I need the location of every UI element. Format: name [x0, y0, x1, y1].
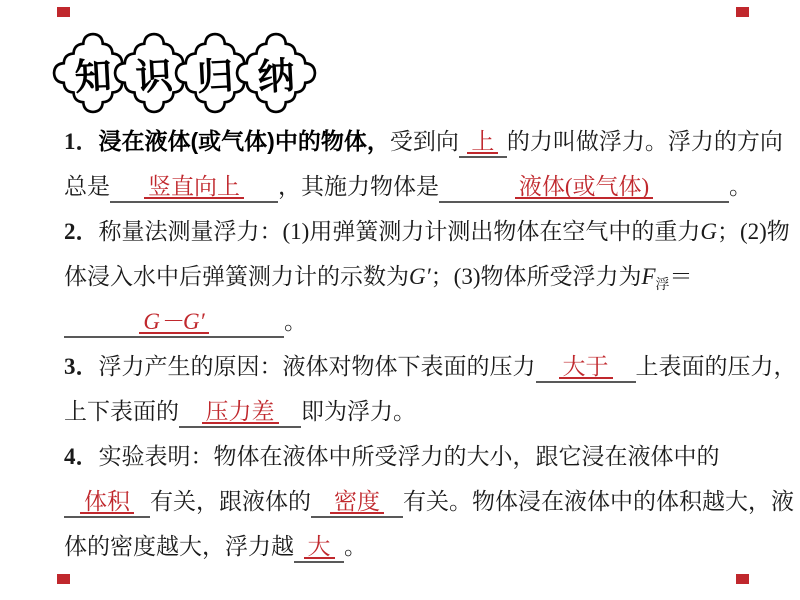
text-segment: F — [641, 264, 656, 289]
text-segment: 体浸入水中后弹簧测力计的示数为 — [64, 264, 409, 289]
text-segment: G — [700, 219, 717, 244]
text-segment: 总是 — [64, 174, 110, 199]
text-segment: 。 — [284, 309, 307, 334]
text-segment: 浮 — [655, 278, 670, 293]
content-text — [64, 119, 797, 569]
answer-blank — [64, 299, 284, 344]
answer-text: G－G′ — [139, 299, 208, 344]
text-line — [64, 434, 764, 479]
text-segment: 2． — [64, 219, 99, 244]
corner-mark — [736, 574, 749, 584]
text-line — [64, 479, 794, 524]
answer-blank — [536, 344, 636, 389]
text-segment: ；(2)物 — [716, 219, 790, 244]
answer-text: 密度 — [330, 479, 384, 524]
corner-mark — [57, 574, 70, 584]
text-segment: 有关。物体浸在液体中的体积越大，液 — [403, 489, 794, 514]
answer-blank — [311, 479, 403, 524]
text-line — [64, 524, 764, 569]
text-segment: 有关，跟液体的 — [150, 489, 311, 514]
text-segment: 1． — [64, 129, 99, 154]
answer-blank — [64, 479, 150, 524]
corner-mark — [736, 7, 749, 17]
answer-text: 大 — [304, 524, 335, 569]
header-badge — [235, 32, 317, 114]
text-segment: ；(3)物体所受浮力为 — [430, 264, 642, 289]
corner-mark — [57, 7, 70, 17]
answer-blank — [110, 164, 278, 209]
text-segment: 上下表面的 — [64, 399, 179, 424]
header-badge-char: 识 — [134, 55, 174, 98]
text-line — [64, 344, 797, 389]
answer-text: 液体(或气体) — [515, 164, 653, 209]
text-segment: 。 — [344, 534, 367, 559]
text-segment: 实验表明：物体在液体中所受浮力的大小，跟它浸在液体中的 — [98, 444, 720, 469]
header-badge-char: 归 — [195, 55, 235, 98]
answer-text: 上 — [467, 119, 498, 164]
text-segment: ，其施力物体是 — [278, 174, 439, 199]
text-line — [64, 119, 783, 164]
text-line — [64, 299, 764, 344]
answer-text: 竖直向上 — [144, 164, 244, 209]
answer-text: 体积 — [80, 479, 134, 524]
header-badge-char: 纳 — [256, 55, 296, 98]
text-segment: 浮力产生的原因：液体对物体下表面的压力 — [98, 354, 536, 379]
answer-blank — [294, 524, 344, 569]
text-segment: 的力叫做浮力。浮力的方向 — [506, 129, 783, 154]
text-segment: 上表面的压力， — [635, 354, 797, 379]
answer-blank — [179, 389, 301, 434]
header-badge-char: 知 — [73, 55, 113, 98]
answer-text: 大于 — [559, 344, 613, 389]
answer-blank — [439, 164, 729, 209]
text-line — [64, 254, 764, 299]
text-line — [64, 164, 764, 209]
text-segment: 4． — [64, 444, 99, 469]
text-segment: 浸在液体(或气体)中的物体， — [98, 128, 390, 154]
header-title-badges — [52, 32, 372, 118]
text-segment: 。 — [729, 174, 752, 199]
text-segment: 受到向 — [389, 129, 459, 154]
text-segment: 即为浮力。 — [301, 399, 416, 424]
text-segment: 体的密度越大，浮力越 — [64, 534, 294, 559]
text-segment: 称量法测量浮力：(1)用弹簧测力计测出物体在空气中的重力 — [98, 219, 701, 244]
answer-blank — [459, 119, 507, 164]
text-line — [64, 389, 764, 434]
text-line — [64, 209, 790, 254]
answer-text: 压力差 — [202, 389, 279, 434]
text-segment: ＝ — [669, 264, 693, 289]
text-segment: 3． — [64, 354, 99, 379]
text-segment: G′ — [409, 264, 431, 289]
